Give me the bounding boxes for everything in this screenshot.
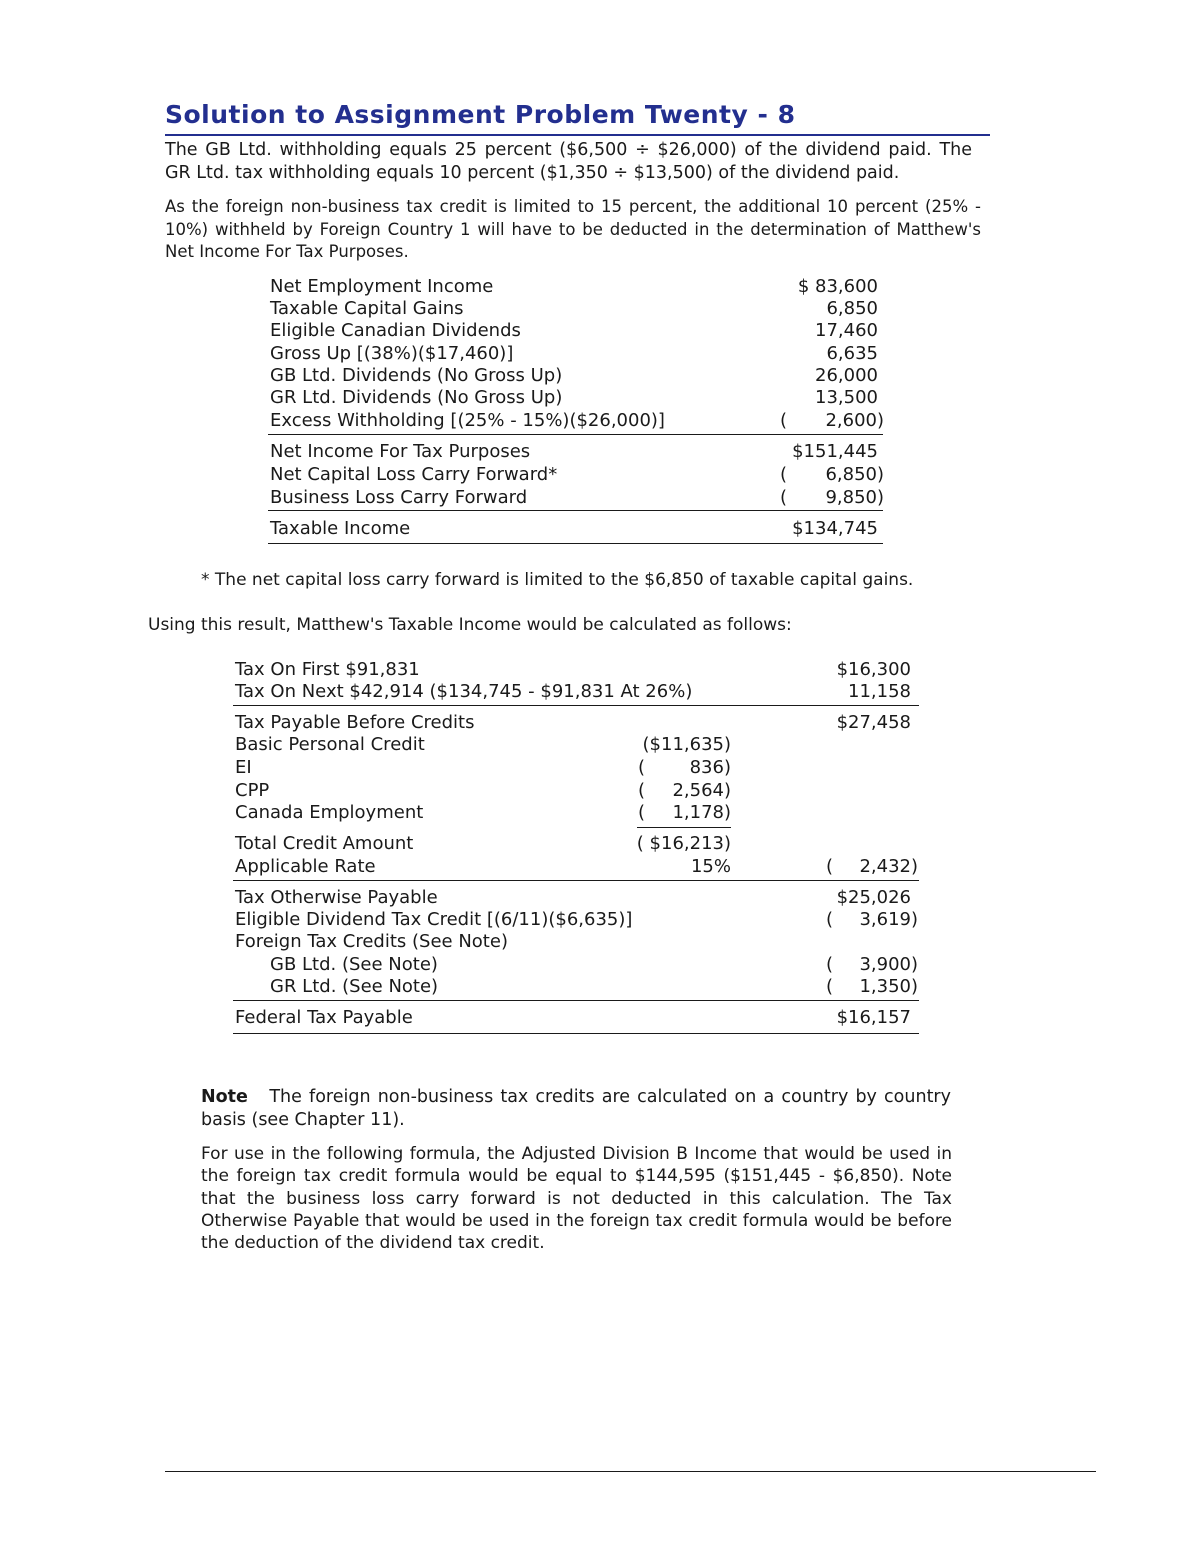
tax-row-label: Applicable Rate <box>235 856 376 877</box>
income-row-label: GB Ltd. Dividends (No Gross Up) <box>270 365 563 386</box>
tax-row-amount: 2,432) <box>859 856 918 877</box>
tax-row-amount: $16,157 <box>836 1007 911 1028</box>
income-open-paren: ( <box>780 464 788 485</box>
subtotal-rule <box>233 1000 919 1001</box>
note-label: Note <box>201 1087 248 1107</box>
income-row-label: Net Employment Income <box>270 276 494 297</box>
tax-open-paren: ( <box>638 802 646 823</box>
income-row-label: Taxable Income <box>270 518 411 539</box>
tax-row-label: GB Ltd. (See Note) <box>270 954 438 975</box>
tax-row-label: Basic Personal Credit <box>235 734 425 755</box>
footnote: * The net capital loss carry forward is limited to the $6,850 of taxable capital gains. <box>201 570 914 590</box>
income-row-label: Net Capital Loss Carry Forward* <box>270 464 558 485</box>
income-row-value: 6,850 <box>826 298 878 319</box>
intro-paragraph-2: As the foreign non-business tax credit is limited to 15 percent, the additional 10 percent (25% - 10%) withheld by Foreign Country 1 will have to be deducted in the determination of Matthew's Net Income For Tax Purposes. <box>165 197 981 261</box>
income-row-value: $151,445 <box>792 441 878 462</box>
footer-rule <box>165 1471 1096 1472</box>
subtotal-rule <box>268 434 883 435</box>
tax-row-credit: ($11,635) <box>642 734 731 755</box>
income-row-label: Excess Withholding [(25% - 15%)($26,000)] <box>270 410 665 431</box>
income-row-label: Taxable Capital Gains <box>270 298 464 319</box>
tax-row-label: EI <box>235 757 252 778</box>
tax-row-label: Federal Tax Payable <box>235 1007 413 1028</box>
tax-row-label: CPP <box>235 780 270 801</box>
tax-row-amount: 3,900) <box>859 954 918 975</box>
note-paragraph-2: For use in the following formula, the Adjusted Division B Income that would be used in the foreign tax credit formula would be equal to $144,595 ($151,445 - $6,850). Note that the business loss carry forward is not deducted in this calculation. The Tax Otherwise Payable that would be used in the foreign tax credit formula would be before the deduction of the dividend tax credit. <box>201 1144 952 1254</box>
tax-row-amount: 11,158 <box>848 681 911 702</box>
income-row-value: 26,000 <box>815 365 878 386</box>
income-row-label: Gross Up [(38%)($17,460)] <box>270 343 514 364</box>
tax-row-label: Tax On Next $42,914 ($134,745 - $91,831 At 26%) <box>235 681 693 702</box>
tax-row-credit: 2,564) <box>672 780 731 801</box>
tax-open-paren: ( <box>826 909 834 930</box>
lead-in-text: Using this result, Matthew's Taxable Income would be calculated as follows: <box>148 615 792 635</box>
total-rule <box>268 543 883 544</box>
note-text: The foreign non-business tax credits are calculated on a country by country basis (see Chapter 11). <box>201 1087 951 1130</box>
tax-row-amount: 1,350) <box>859 976 918 997</box>
tax-row-amount: 3,619) <box>859 909 918 930</box>
intro-paragraph-1: The GB Ltd. withholding equals 25 percent ($6,500 ÷ $26,000) of the dividend paid. The GR Ltd. tax withholding equals 10 percent ($1,350 ÷ $13,500) of the dividend paid. <box>165 140 972 183</box>
tax-row-label: GR Ltd. (See Note) <box>270 976 439 997</box>
tax-row-label: Total Credit Amount <box>235 833 414 854</box>
tax-row-label: Tax Payable Before Credits <box>235 712 475 733</box>
tax-row-amount: $25,026 <box>836 887 911 908</box>
tax-row-amount: $27,458 <box>836 712 911 733</box>
income-row-value: 17,460 <box>815 320 878 341</box>
tax-open-paren: ( <box>826 954 834 975</box>
tax-row-credit: 1,178) <box>672 802 731 823</box>
page-title: Solution to Assignment Problem Twenty - 8 <box>165 100 796 129</box>
note-paragraph <box>201 1086 951 1131</box>
tax-row-credit: 15% <box>690 856 731 877</box>
tax-row-label: Tax On First $91,831 <box>235 659 420 680</box>
income-row-label: GR Ltd. Dividends (No Gross Up) <box>270 387 563 408</box>
tax-row-label: Canada Employment <box>235 802 424 823</box>
income-row-value: 13,500 <box>815 387 878 408</box>
income-open-paren: ( <box>780 487 788 508</box>
tax-open-paren: ( <box>826 856 834 877</box>
subtotal-rule <box>233 880 919 881</box>
income-row-value: 6,850) <box>825 464 884 485</box>
income-row-label: Eligible Canadian Dividends <box>270 320 521 341</box>
tax-row-label: Eligible Dividend Tax Credit [(6/11)($6,635)] <box>235 909 633 930</box>
income-row-value: 2,600) <box>825 410 884 431</box>
tax-open-paren: ( <box>826 976 834 997</box>
subtotal-rule <box>233 705 919 706</box>
income-row-value: 9,850) <box>825 487 884 508</box>
tax-open-paren: ( <box>638 780 646 801</box>
tax-row-credit: ( $16,213) <box>636 833 731 854</box>
title-rule <box>165 134 990 136</box>
income-open-paren: ( <box>780 410 788 431</box>
subtotal-rule <box>268 510 883 511</box>
income-row-label: Net Income For Tax Purposes <box>270 441 531 462</box>
income-row-label: Business Loss Carry Forward <box>270 487 528 508</box>
tax-row-label: Foreign Tax Credits (See Note) <box>235 931 508 952</box>
tax-row-credit: 836) <box>689 757 731 778</box>
tax-row-label: Tax Otherwise Payable <box>235 887 438 908</box>
income-row-value: 6,635 <box>826 343 878 364</box>
income-row-value: $ 83,600 <box>797 276 878 297</box>
credit-subtotal-rule <box>637 827 731 828</box>
tax-open-paren: ( <box>638 757 646 778</box>
tax-row-amount: $16,300 <box>836 659 911 680</box>
income-row-value: $134,745 <box>792 518 878 539</box>
total-rule <box>233 1033 919 1034</box>
